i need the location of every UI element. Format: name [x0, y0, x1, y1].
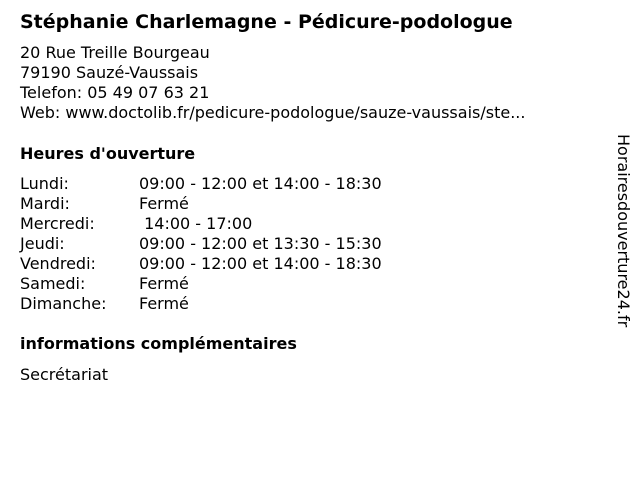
website: Web: www.doctolib.fr/pedicure-podologue/sauze-vaussais/ste... — [20, 103, 526, 122]
watermark — [613, 134, 633, 370]
day-label: Lundi: — [20, 174, 69, 193]
address-block — [20, 43, 525, 123]
day-hours: 14:00 - 17:00 — [139, 214, 253, 233]
day-hours: 09:00 - 12:00 et 14:00 - 18:30 — [139, 254, 382, 273]
info-text: Secrétariat — [20, 365, 109, 384]
info-heading: informations complémentaires — [20, 334, 297, 353]
day-hours: 09:00 - 12:00 et 14:00 - 18:30 — [139, 174, 382, 193]
watermark-text: Horairesdouverture24.fr — [614, 134, 633, 328]
street-address: 20 Rue Treille Bourgeau — [20, 43, 210, 62]
day-label: Samedi: — [20, 274, 86, 293]
day-label: Vendredi: — [20, 254, 96, 273]
day-hours: 09:00 - 12:00 et 13:30 - 15:30 — [139, 234, 382, 253]
day-label: Jeudi: — [20, 234, 65, 253]
hours-heading: Heures d'ouverture — [20, 144, 196, 163]
page-title: Stéphanie Charlemagne - Pédicure-podologue — [20, 11, 513, 33]
day-label: Mardi: — [20, 194, 70, 213]
city-address: 79190 Sauzé-Vaussais — [20, 63, 199, 82]
day-label: Dimanche: — [20, 294, 107, 313]
day-hours: Fermé — [139, 274, 189, 293]
day-hours: Fermé — [139, 194, 189, 213]
day-label: Mercredi: — [20, 214, 95, 233]
phone-number: Telefon: 05 49 07 63 21 — [20, 83, 210, 102]
day-hours: Fermé — [139, 294, 189, 313]
